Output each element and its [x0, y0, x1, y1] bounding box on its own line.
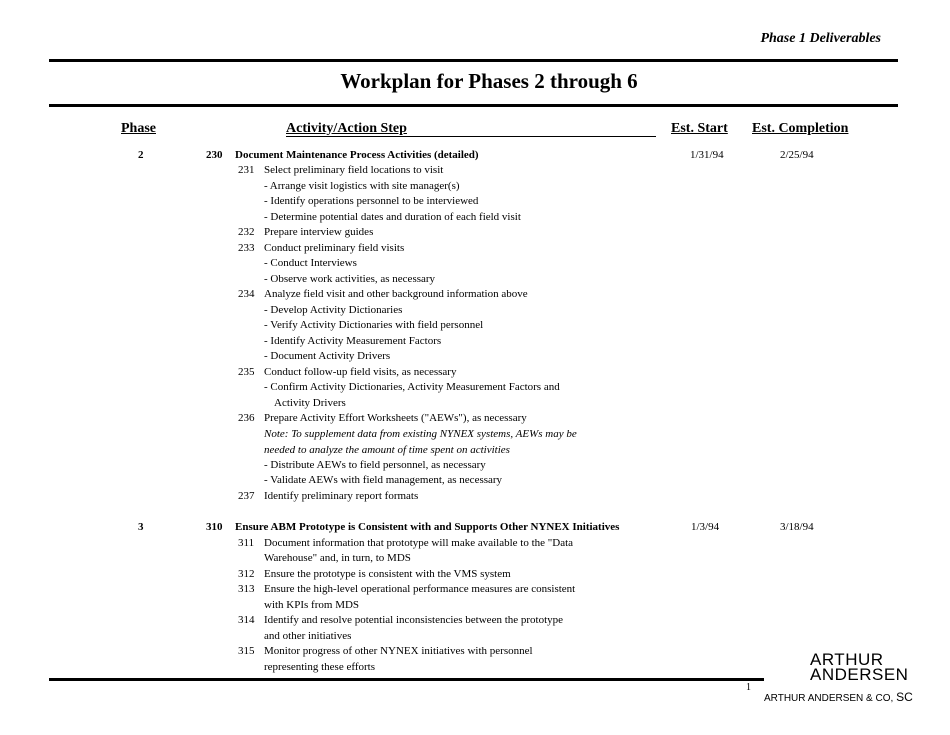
sub-step: - Identify operations personnel to be interviewed: [264, 195, 479, 207]
est-start: 1/31/94: [690, 149, 724, 161]
step-text-continued: and other initiatives: [264, 630, 352, 642]
step-text: Prepare interview guides: [264, 226, 374, 238]
section-label: Phase 1 Deliverables: [760, 31, 881, 46]
step-number: 235: [238, 366, 255, 378]
phase-number: 3: [138, 521, 144, 533]
phase-number: 2: [138, 149, 144, 161]
sub-step: - Validate AEWs with field management, as necessary: [264, 474, 503, 486]
sub-step: - Determine potential dates and duration of each field visit: [264, 211, 521, 223]
step-number: 314: [238, 614, 255, 626]
column-header-activity: Activity/Action Step: [286, 121, 407, 136]
step-text: Conduct follow-up field visits, as necessary: [264, 366, 457, 378]
column-header-phase: Phase: [121, 121, 156, 136]
activity-header-underline: [286, 136, 656, 137]
step-text-continued: Warehouse" and, in turn, to MDS: [264, 552, 411, 564]
step-number: 233: [238, 242, 255, 254]
task-number: 310: [206, 521, 223, 533]
title-rule: [49, 104, 898, 107]
note-text: needed to analyze the amount of time spent on activities: [264, 444, 510, 456]
step-text: Identify preliminary report formats: [264, 490, 419, 502]
top-rule: [49, 59, 898, 62]
step-text: Conduct preliminary field visits: [264, 242, 405, 254]
step-text: Ensure the high-level operational performance measures are consistent: [264, 583, 576, 595]
step-number: 237: [238, 490, 255, 502]
step-text-continued: representing these efforts: [264, 661, 375, 673]
sub-step: - Develop Activity Dictionaries: [264, 304, 403, 316]
firm-name-sc: SC: [896, 690, 913, 704]
page-number: 1: [746, 682, 751, 693]
step-number: 231: [238, 164, 255, 176]
task-title: Document Maintenance Process Activities (detailed): [235, 149, 479, 161]
step-text: Select preliminary field locations to visit: [264, 164, 444, 176]
logo-line-2: ANDERSEN: [810, 665, 909, 684]
step-number: 232: [238, 226, 255, 238]
step-text: Identify and resolve potential inconsistencies between the prototype: [264, 614, 564, 626]
firm-name-text: ARTHUR ANDERSEN & CO,: [764, 693, 897, 704]
task-number: 230: [206, 149, 223, 161]
step-text: Document information that prototype will make available to the "Data: [264, 537, 574, 549]
sub-step: - Distribute AEWs to field personnel, as necessary: [264, 459, 486, 471]
est-start: 1/3/94: [691, 521, 720, 533]
step-number: 313: [238, 583, 255, 595]
step-number: 234: [238, 288, 255, 300]
sub-step: - Confirm Activity Dictionaries, Activity Measurement Factors and: [264, 381, 560, 393]
sub-step: - Document Activity Drivers: [264, 350, 391, 362]
step-text: Monitor progress of other NYNEX initiatives with personnel: [264, 645, 533, 657]
step-text: Prepare Activity Effort Worksheets ("AEWs"), as necessary: [264, 412, 527, 424]
logo-line-1: ARTHUR: [810, 650, 884, 669]
step-number: 312: [238, 568, 255, 580]
sub-step: - Identify Activity Measurement Factors: [264, 335, 442, 347]
est-completion: 3/18/94: [780, 521, 814, 533]
step-number: 315: [238, 645, 255, 657]
sub-step: - Conduct Interviews: [264, 257, 357, 269]
step-number: 311: [238, 537, 255, 549]
page-title: Workplan for Phases 2 through 6: [340, 69, 638, 93]
column-header-completion: Est. Completion: [752, 121, 849, 136]
est-completion: 2/25/94: [780, 149, 814, 161]
column-header-start: Est. Start: [671, 121, 728, 136]
sub-step: - Arrange visit logistics with site manager(s): [264, 180, 460, 192]
task-title: Ensure ABM Prototype is Consistent with and Supports Other NYNEX Initiatives: [235, 521, 620, 533]
step-text-continued: with KPIs from MDS: [264, 599, 360, 611]
sub-step: - Verify Activity Dictionaries with field personnel: [264, 319, 484, 331]
step-text: Ensure the prototype is consistent with the VMS system: [264, 568, 511, 580]
note-text: Note: To supplement data from existing NYNEX systems, AEWs may be: [264, 428, 577, 440]
sub-step: - Observe work activities, as necessary: [264, 273, 436, 285]
footer-rule: [49, 678, 764, 681]
step-number: 236: [238, 412, 255, 424]
firm-name: [764, 690, 913, 704]
step-text: Analyze field visit and other background information above: [264, 288, 528, 300]
sub-step-continued: Activity Drivers: [274, 397, 346, 409]
